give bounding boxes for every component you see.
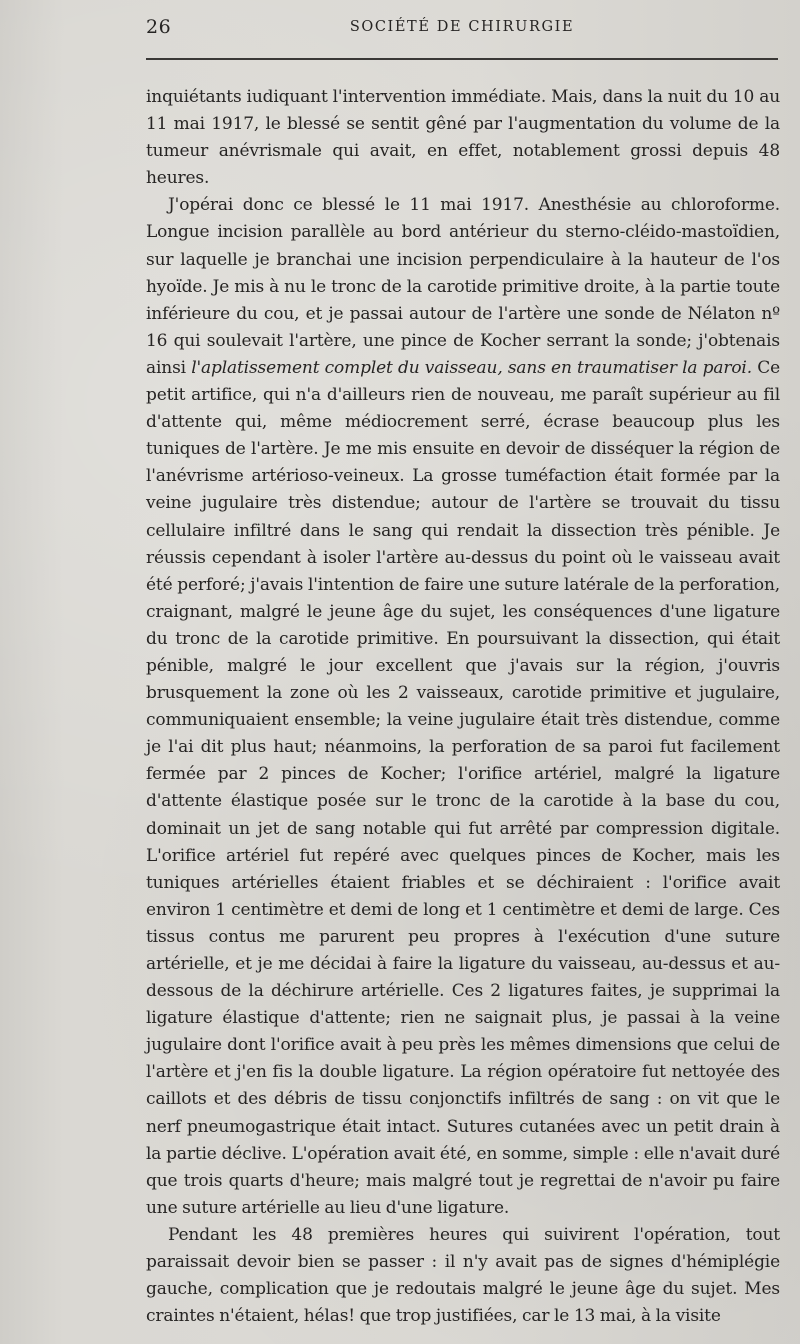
paragraph-postoperative: Pendant les 48 premières heures qui suivirent l'opération, tout paraissait devoir bien se passer : il n'y avait pas de signes d'hémiplégie gauche, complication que je redoutais malgré le jeune âge du sujet. Mes craintes n'étaient, hélas! que trop justifiées, car le 13 mai, à la visite xyxy=(146,1224,780,1327)
paragraph-operation-italic: l'aplatissement complet du vaisseau, sans en traumatiser la paroi. xyxy=(191,357,752,378)
header-rule xyxy=(146,58,778,60)
page-header xyxy=(146,16,778,44)
paragraph-operation xyxy=(146,192,780,1222)
running-head: SOCIÉTÉ DE CHIRURGIE xyxy=(349,19,575,35)
page-number: 26 xyxy=(146,16,172,38)
paragraph-operation-text-before: J'opérai donc ce blessé le 11 mai 1917. Anesthésie au chloroforme. Longue incision parallèle au bord antérieur du sterno-cléido-mastoïdien, sur laquelle je branchai une incision perpendiculaire à la hauteur de l'os hyoïde. Je mis à nu le tronc de la carotide primitive droite, à la partie toute inférieure du cou, et je passai autour de l'artère une sonde de Nélaton nº 16 qui soulevait l'artère, une pince de Kocher serrant la sonde; j'obtenais ainsi xyxy=(146,195,780,378)
paragraph-operation-text-after: Ce petit artifice, qui n'a d'ailleurs rien de nouveau, me paraît supérieur au fil d'attente qui, même médiocrement serré, écrase beaucoup plus les tuniques de l'artère. Je me mis ensuite en devoir de disséquer la région de l'anévrisme artérioso-veineux. La grosse tuméfaction était formée par la veine jugulaire très distendue; autour de l'artère se trouvait du tissu cellulaire infiltré dans le sang qui rendait la dissection très pénible. Je réussis cependant à isoler l'artère au-dessus du point où le vaisseau avait été perforé; j'avais l'intention de faire une suture latérale de la perforation, craignant, malgré le jeune âge du sujet, les conséquences d'une ligature du tronc de la carotide primitive. En poursuivant la dissection, qui était pénible, malgré le jour excellent que j'avais sur la région, j'ouvris brusquement la zone où les 2 vaisseaux, carotide primitive et jugulaire, communiquaient ensemble; la veine jugulaire était très distendue, comme je l'ai dit plus haut; néanmoins, la perforation de sa paroi fut facilement fermée par 2 pinces de Kocher; l'orifice artériel, malgré la ligature d'attente élastique posée sur le tronc de la carotide à la base du cou, dominait un jet de sang notable qui fut arrêté par compression digitale. L'orifice artériel fut repéré avec quelques pinces de Kocher, mais les tuniques artérielles étaient friables et se déchiraient : l'orifice avait environ 1 centimètre et demi de long et 1 centimètre et demi de large. Ces tissus contus me parurent peu propres à l'exécution d'une suture artérielle, et je me décidai à faire la ligature du vaisseau, au-dessus et au-dessous de la déchirure artérielle. Ces 2 ligatures faites, je supprimai la ligature élastique d'attente; rien ne saignait plus, je passai à la veine jugulaire dont l'orifice avait à peu près les mêmes dimensions que celui de l'artère et j'en fis la double ligature. La région opératoire fut nettoyée des caillots et des débris de tissu conjonctifs infiltrés de sang : on vit que le nerf pneumogastrique était intact. Sutures cutanées avec un petit drain à la partie déclive. L'opération avait été, en somme, simple : elle n'avait duré que trois quarts d'heure; mais malgré tout je regrettai de n'avoir pu faire une suture artérielle au lieu d'une ligature. xyxy=(146,357,781,1218)
body-text xyxy=(146,84,780,1330)
paragraph-continuation: inquiétants iudiquant l'intervention immédiate. Mais, dans la nuit du 10 au 11 mai 1917, le blessé se sentit gêné par l'augmentation du volume de la tumeur anévrismale qui avait, en effet, notablement grossi depuis 48 heures. xyxy=(146,87,780,189)
